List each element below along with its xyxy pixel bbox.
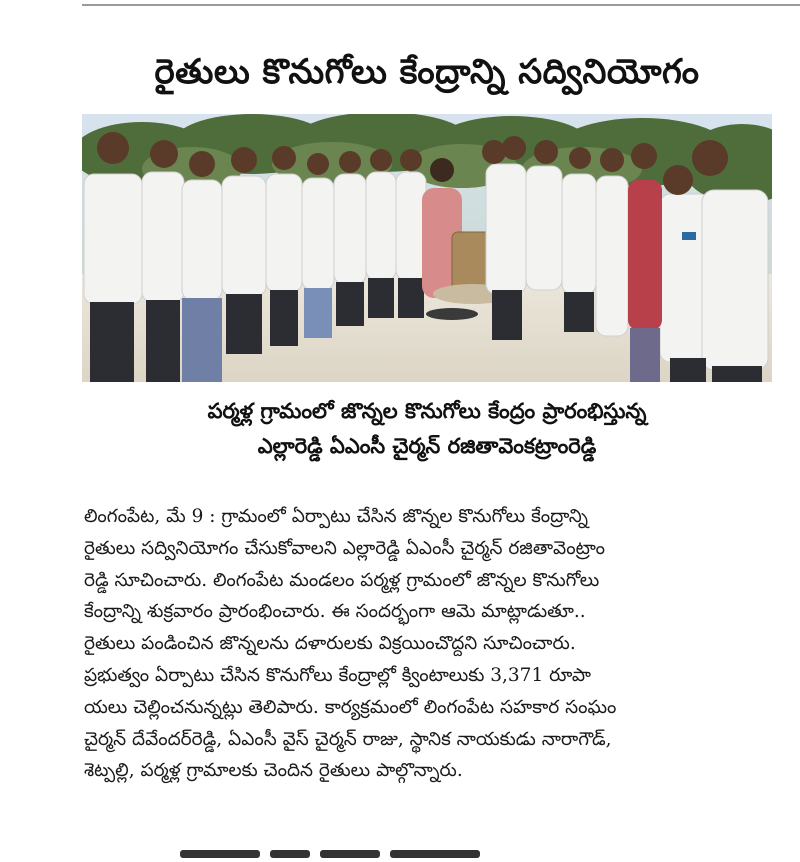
caption-line-1: పర్మళ్ల గ్రామంలో జొన్నల కొనుగోలు కేంద్రం ప్రారంభిస్తున్న (207, 399, 647, 423)
news-photo (82, 114, 772, 382)
body-line-7: యలు చెల్లించనున్నట్లు తెలిపారు. కార్యక్రమంలో లింగంపేట సహకార సంఘం (84, 696, 617, 718)
body-line-4: కేంద్రాన్ని శుక్రవారం ప్రారంభించారు. ఈ సందర్భంగా ఆమె మాట్లాడుతూ.. (84, 601, 586, 623)
article-body (84, 501, 784, 787)
next-headline-fragment (180, 842, 620, 862)
body-line-1: లింగంపేట, మే 9 : గ్రామంలో ఏర్పాటు చేసిన జొన్నల కొనుగోలు కేంద్రాన్ని (84, 506, 589, 527)
body-line-8: చైర్మన్ దేవేందర్‌రెడ్డి, ఏఎంసీ వైస్ చైర్మన్ రాజు, స్థానిక నాయకుడు నారాగౌడ్, (84, 728, 612, 750)
body-line-3: రెడ్డి సూచించారు. లింగంపేట మండలం పర్మళ్ల గ్రామంలో జొన్నల కొనుగోలు (84, 569, 600, 591)
photo-caption (82, 394, 772, 464)
caption-line-2: ఎల్లారెడ్డి ఏఎంసీ చైర్మన్ రజితావెంకట్రాంరెడ్డి (257, 434, 597, 458)
body-line-9: శెట్పల్లి, పర్మళ్ల గ్రామాలకు చెందిన రైతులు పాల్గొన్నారు. (84, 760, 463, 782)
article-headline: రైతులు కొనుగోలు కేంద్రాన్ని సద్వినియోగం (154, 52, 700, 92)
top-rule (82, 4, 800, 6)
news-photo-illustration (82, 114, 772, 382)
body-line-5: రైతులు పండించిన జొన్నలను దళారులకు విక్రయించొద్దని సూచించారు. (84, 633, 576, 655)
body-line-6: ప్రభుత్వం ఏర్పాటు చేసిన కొనుగోలు కేంద్రాల్లో క్వింటాలుకు 3,371 రూపా (84, 664, 591, 686)
body-line-2: రైతులు సద్వినియోగం చేసుకోవాలని ఎల్లారెడ్డి ఏఎంసీ చైర్మన్ రజితావెంట్రాం (84, 537, 605, 559)
